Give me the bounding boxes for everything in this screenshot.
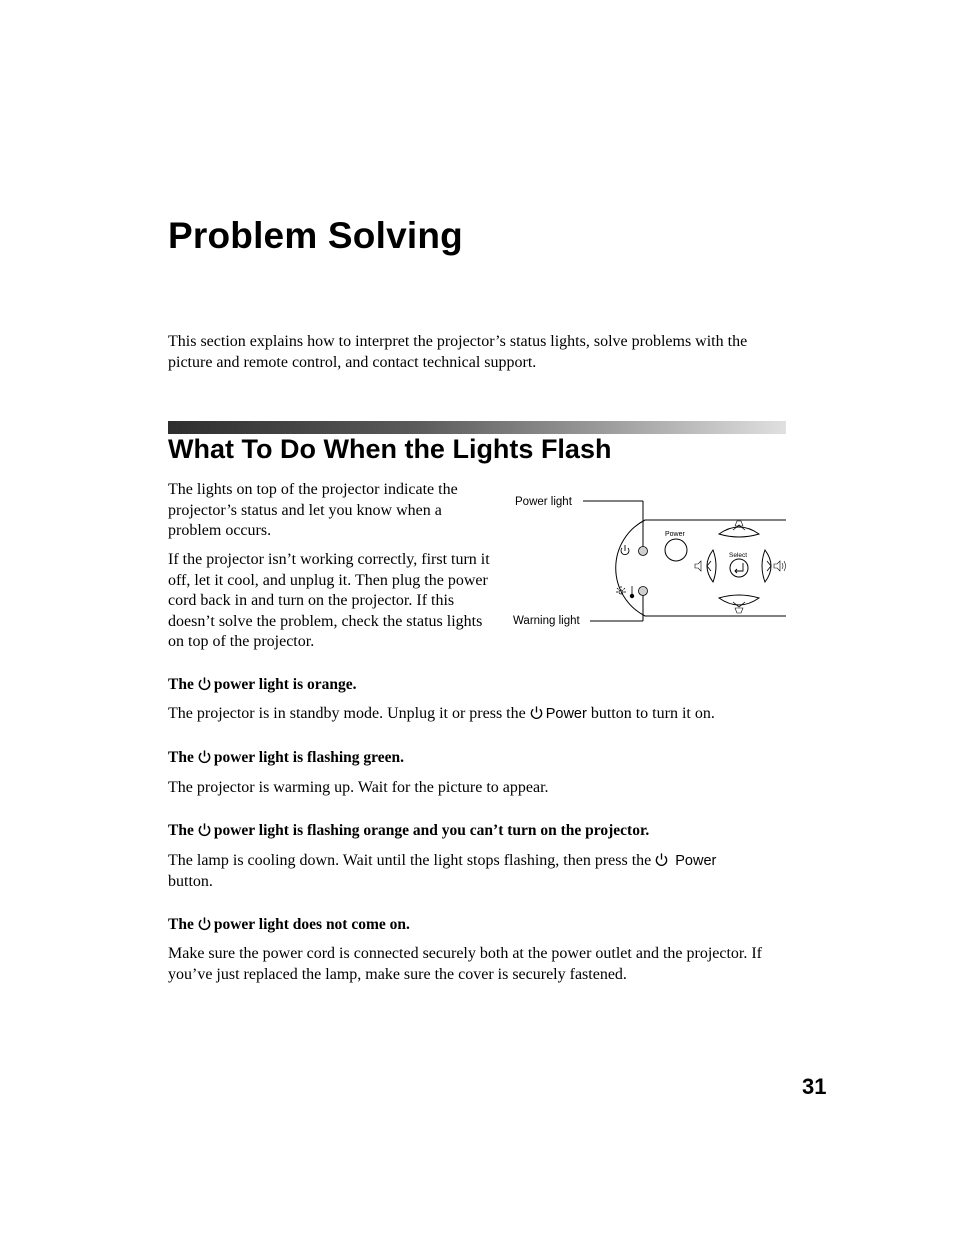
up-arrow-button bbox=[719, 527, 759, 537]
power-symbol-icon bbox=[621, 545, 629, 555]
item-body bbox=[168, 704, 788, 725]
left-arrow-button bbox=[707, 550, 716, 582]
volume-up-icon bbox=[774, 561, 786, 571]
item-body bbox=[168, 851, 768, 892]
down-arrow-button bbox=[719, 595, 759, 605]
lamp-temperature-icon bbox=[616, 586, 634, 598]
body-text: button. bbox=[168, 872, 213, 890]
right-arrow-button bbox=[762, 550, 771, 582]
warning-light-label: Warning light bbox=[513, 615, 580, 627]
power-button-name: Power bbox=[545, 706, 587, 722]
keystone-down-icon bbox=[735, 608, 743, 613]
power-button-label: Power bbox=[665, 531, 685, 538]
heading-prefix: The bbox=[168, 916, 194, 933]
power-button-name: Power bbox=[675, 853, 717, 869]
select-button-label: Select bbox=[729, 552, 748, 559]
body-text: The lamp is cooling down. Wait until the light stops flashing, then press the bbox=[168, 852, 652, 869]
heading-text: power light does not come on. bbox=[213, 916, 410, 933]
body-text: The projector is in standby mode. Unplug it or press the bbox=[168, 705, 526, 722]
heading-text: power light is flashing green. bbox=[213, 749, 405, 766]
power-icon bbox=[654, 852, 669, 867]
intro-paragraph: This section explains how to interpret the projector’s status lights, solve problems with the picture and remote control, and contact technical support. bbox=[168, 333, 748, 371]
power-light-indicator bbox=[639, 547, 648, 556]
control-panel-diagram bbox=[505, 488, 790, 638]
warning-light-indicator bbox=[639, 587, 648, 596]
lights-intro-paragraph: The lights on top of the projector indicate the projector’s status and let you know when a problem occurs. bbox=[168, 481, 458, 539]
volume-down-icon bbox=[695, 561, 701, 571]
troubleshoot-paragraph: If the projector isn’t working correctly, first turn it off, let it cool, and unplug it. Then plug the power cord back in and turn on the projector. If this doesn’t solve the problem, check the status lights on top of the projector. bbox=[168, 551, 490, 650]
heading-prefix: The bbox=[168, 676, 194, 693]
section-title: What To Do When the Lights Flash bbox=[168, 434, 612, 464]
chapter-title: Problem Solving bbox=[168, 215, 463, 256]
item-heading bbox=[168, 675, 357, 695]
power-button-graphic bbox=[665, 539, 687, 561]
heading-prefix: The bbox=[168, 749, 194, 766]
body-text: button to turn it on. bbox=[590, 705, 715, 722]
power-icon bbox=[197, 916, 212, 931]
item-body: The projector is warming up. Wait for the picture to appear. bbox=[168, 779, 549, 796]
page-number: 31 bbox=[802, 1074, 827, 1099]
select-button-graphic bbox=[730, 559, 748, 577]
heading-text: power light is flashing orange and you can’t turn on the projector. bbox=[213, 822, 650, 839]
item-heading bbox=[168, 915, 410, 935]
power-icon bbox=[197, 749, 212, 764]
power-icon bbox=[197, 822, 212, 837]
item-heading bbox=[168, 821, 649, 841]
heading-text: power light is orange. bbox=[213, 676, 357, 693]
item-body: Make sure the power cord is connected securely both at the power outlet and the projector. If you’ve just replaced the lamp, make sure the cover is securely fastened. bbox=[168, 945, 763, 983]
power-icon bbox=[197, 676, 212, 691]
power-light-label: Power light bbox=[515, 496, 572, 508]
heading-prefix: The bbox=[168, 822, 194, 839]
item-heading bbox=[168, 748, 404, 768]
power-icon bbox=[529, 705, 544, 720]
